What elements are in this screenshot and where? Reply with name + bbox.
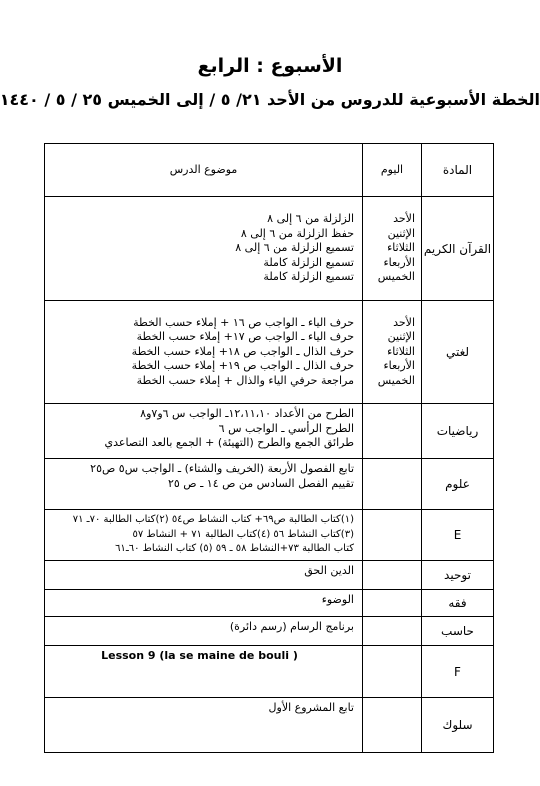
plan-title: الخطة الأسبوعية للدروس من الأحد ٢١/ ٥ / إلى الخميس ٢٥ / ٥ / ١٤٤٠: [0, 90, 540, 109]
lesson-line: طرائق الجمع والطرح (التهيئة) + الجمع بالعد التصاعدي: [104, 436, 354, 449]
subject-cell: سلوك: [422, 698, 494, 753]
day-label: الخميس: [377, 373, 415, 387]
day-cell: [363, 646, 422, 698]
lesson-line: (١)كتاب الطالبة ص٦٩+ كتاب النشاط ص٥٤ (٢)كتاب الطالبة ٧٠ـ ٧١: [72, 514, 354, 525]
day-label: الأحد: [393, 315, 415, 329]
subject-cell: لغتي: [422, 301, 494, 404]
lesson-line: تسميع الزلزلة من ٦ إلى ٨: [235, 241, 354, 255]
day-label: الإثنين: [387, 330, 415, 344]
day-cell: [363, 197, 422, 301]
lesson-line: حرف الياء ـ الواجب ص ١٦ + إملاء حسب الخطة: [133, 315, 354, 329]
day-column-header: اليوم: [363, 144, 422, 197]
lesson-cell: [45, 617, 363, 646]
subject-cell: توحيد: [422, 561, 494, 590]
day-label: الخميس: [377, 270, 415, 284]
table-row: [45, 197, 494, 301]
subject-cell: F: [422, 646, 494, 698]
table-row: [45, 404, 494, 459]
lesson-line: Lesson 9 (la se maine de bouli ): [101, 649, 298, 662]
subject-column-header: المادة: [422, 144, 494, 197]
table-row: [45, 510, 494, 561]
subject-cell: رياضيات: [422, 404, 494, 459]
lesson-line: (٣)كتاب النشاط ٥٦ (٤)كتاب الطالبة ٧١ + النشاط ٥٧: [132, 528, 354, 540]
lesson-line: الوضوء: [321, 593, 354, 606]
lesson-line: كتاب الطالبة ٧٣+النشاط ٥٨ ـ ٥٩ (٥) كتاب النشاط ٦٠ـ٦١: [115, 543, 354, 554]
lesson-plan-table: [44, 143, 494, 753]
lesson-cell: [45, 301, 363, 404]
lesson-column-header: موضوع الدرس: [45, 144, 363, 197]
day-label: الأربعاء: [383, 255, 415, 269]
lesson-line: برنامج الرسام (رسم دائرة): [229, 620, 354, 633]
table-row: [45, 646, 494, 698]
table-row: [45, 301, 494, 404]
subject-cell: فقه: [422, 590, 494, 617]
lesson-cell: [45, 590, 363, 617]
day-cell: [363, 698, 422, 753]
lesson-line: تابع الفصول الأربعة (الخريف والشتاء) ـ الواجب س٥ ص٢٥: [90, 462, 354, 475]
day-cell: [363, 590, 422, 617]
day-cell: [363, 459, 422, 510]
week-title: الأسبوع : الرابع: [197, 55, 343, 77]
lesson-line: تقييم الفصل السادس من ص ١٤ ـ ص ٢٥: [167, 476, 354, 490]
day-cell: [363, 510, 422, 561]
lesson-cell: [45, 404, 363, 459]
lesson-cell: [45, 510, 363, 561]
lesson-line: مراجعة حرفي الياء والذال + إملاء حسب الخطة: [136, 373, 354, 387]
subject-cell: E: [422, 510, 494, 561]
lesson-line: تابع المشروع الأول: [268, 701, 354, 714]
lesson-cell: [45, 698, 363, 753]
subject-cell: حاسب: [422, 617, 494, 646]
table-header-row: [45, 144, 494, 197]
day-label: الإثنين: [387, 226, 415, 240]
lesson-line: حفظ الزلزلة من ٦ إلى ٨: [240, 226, 354, 240]
day-cell: [363, 617, 422, 646]
lesson-cell: [45, 561, 363, 590]
subject-cell: القرآن الكريم: [422, 197, 494, 301]
table-body: [45, 197, 494, 753]
lesson-line: حرف الياء ـ الواجب ص ١٧+ إملاء حسب الخطة: [136, 330, 354, 344]
day-cell: [363, 301, 422, 404]
day-cell: [363, 561, 422, 590]
day-cell: [363, 404, 422, 459]
day-label: الأحد: [393, 212, 415, 226]
lesson-line: تسميع الزلزلة كاملة: [263, 270, 354, 284]
lesson-cell: [45, 646, 363, 698]
lesson-cell: [45, 197, 363, 301]
lesson-line: الطرح الرأسي ـ الواجب س ٦: [218, 421, 354, 435]
table-row: [45, 561, 494, 590]
subject-cell: علوم: [422, 459, 494, 510]
table-row: [45, 590, 494, 617]
day-label: الأربعاء: [383, 359, 415, 373]
lesson-line: الطرح من الأعداد ١٢،١١،١٠ـ الواجب س ٦و٧و٨: [140, 407, 354, 420]
table-row: [45, 459, 494, 510]
lesson-line: الدين الحق: [304, 564, 354, 577]
table-row: [45, 698, 494, 753]
lesson-line: تسميع الزلزلة كاملة: [263, 255, 354, 269]
day-label: الثلاثاء: [387, 241, 415, 255]
lesson-line: حرف الذال ـ الواجب ص ١٨+ إملاء حسب الخطة: [131, 344, 354, 358]
table-row: [45, 617, 494, 646]
lesson-line: الزلزلة من ٦ إلى ٨: [267, 212, 354, 226]
lesson-line: حرف الذال ـ الواجب ص ١٩+ إملاء حسب الخطة: [131, 359, 354, 373]
day-label: الثلاثاء: [387, 344, 415, 358]
lesson-cell: [45, 459, 363, 510]
